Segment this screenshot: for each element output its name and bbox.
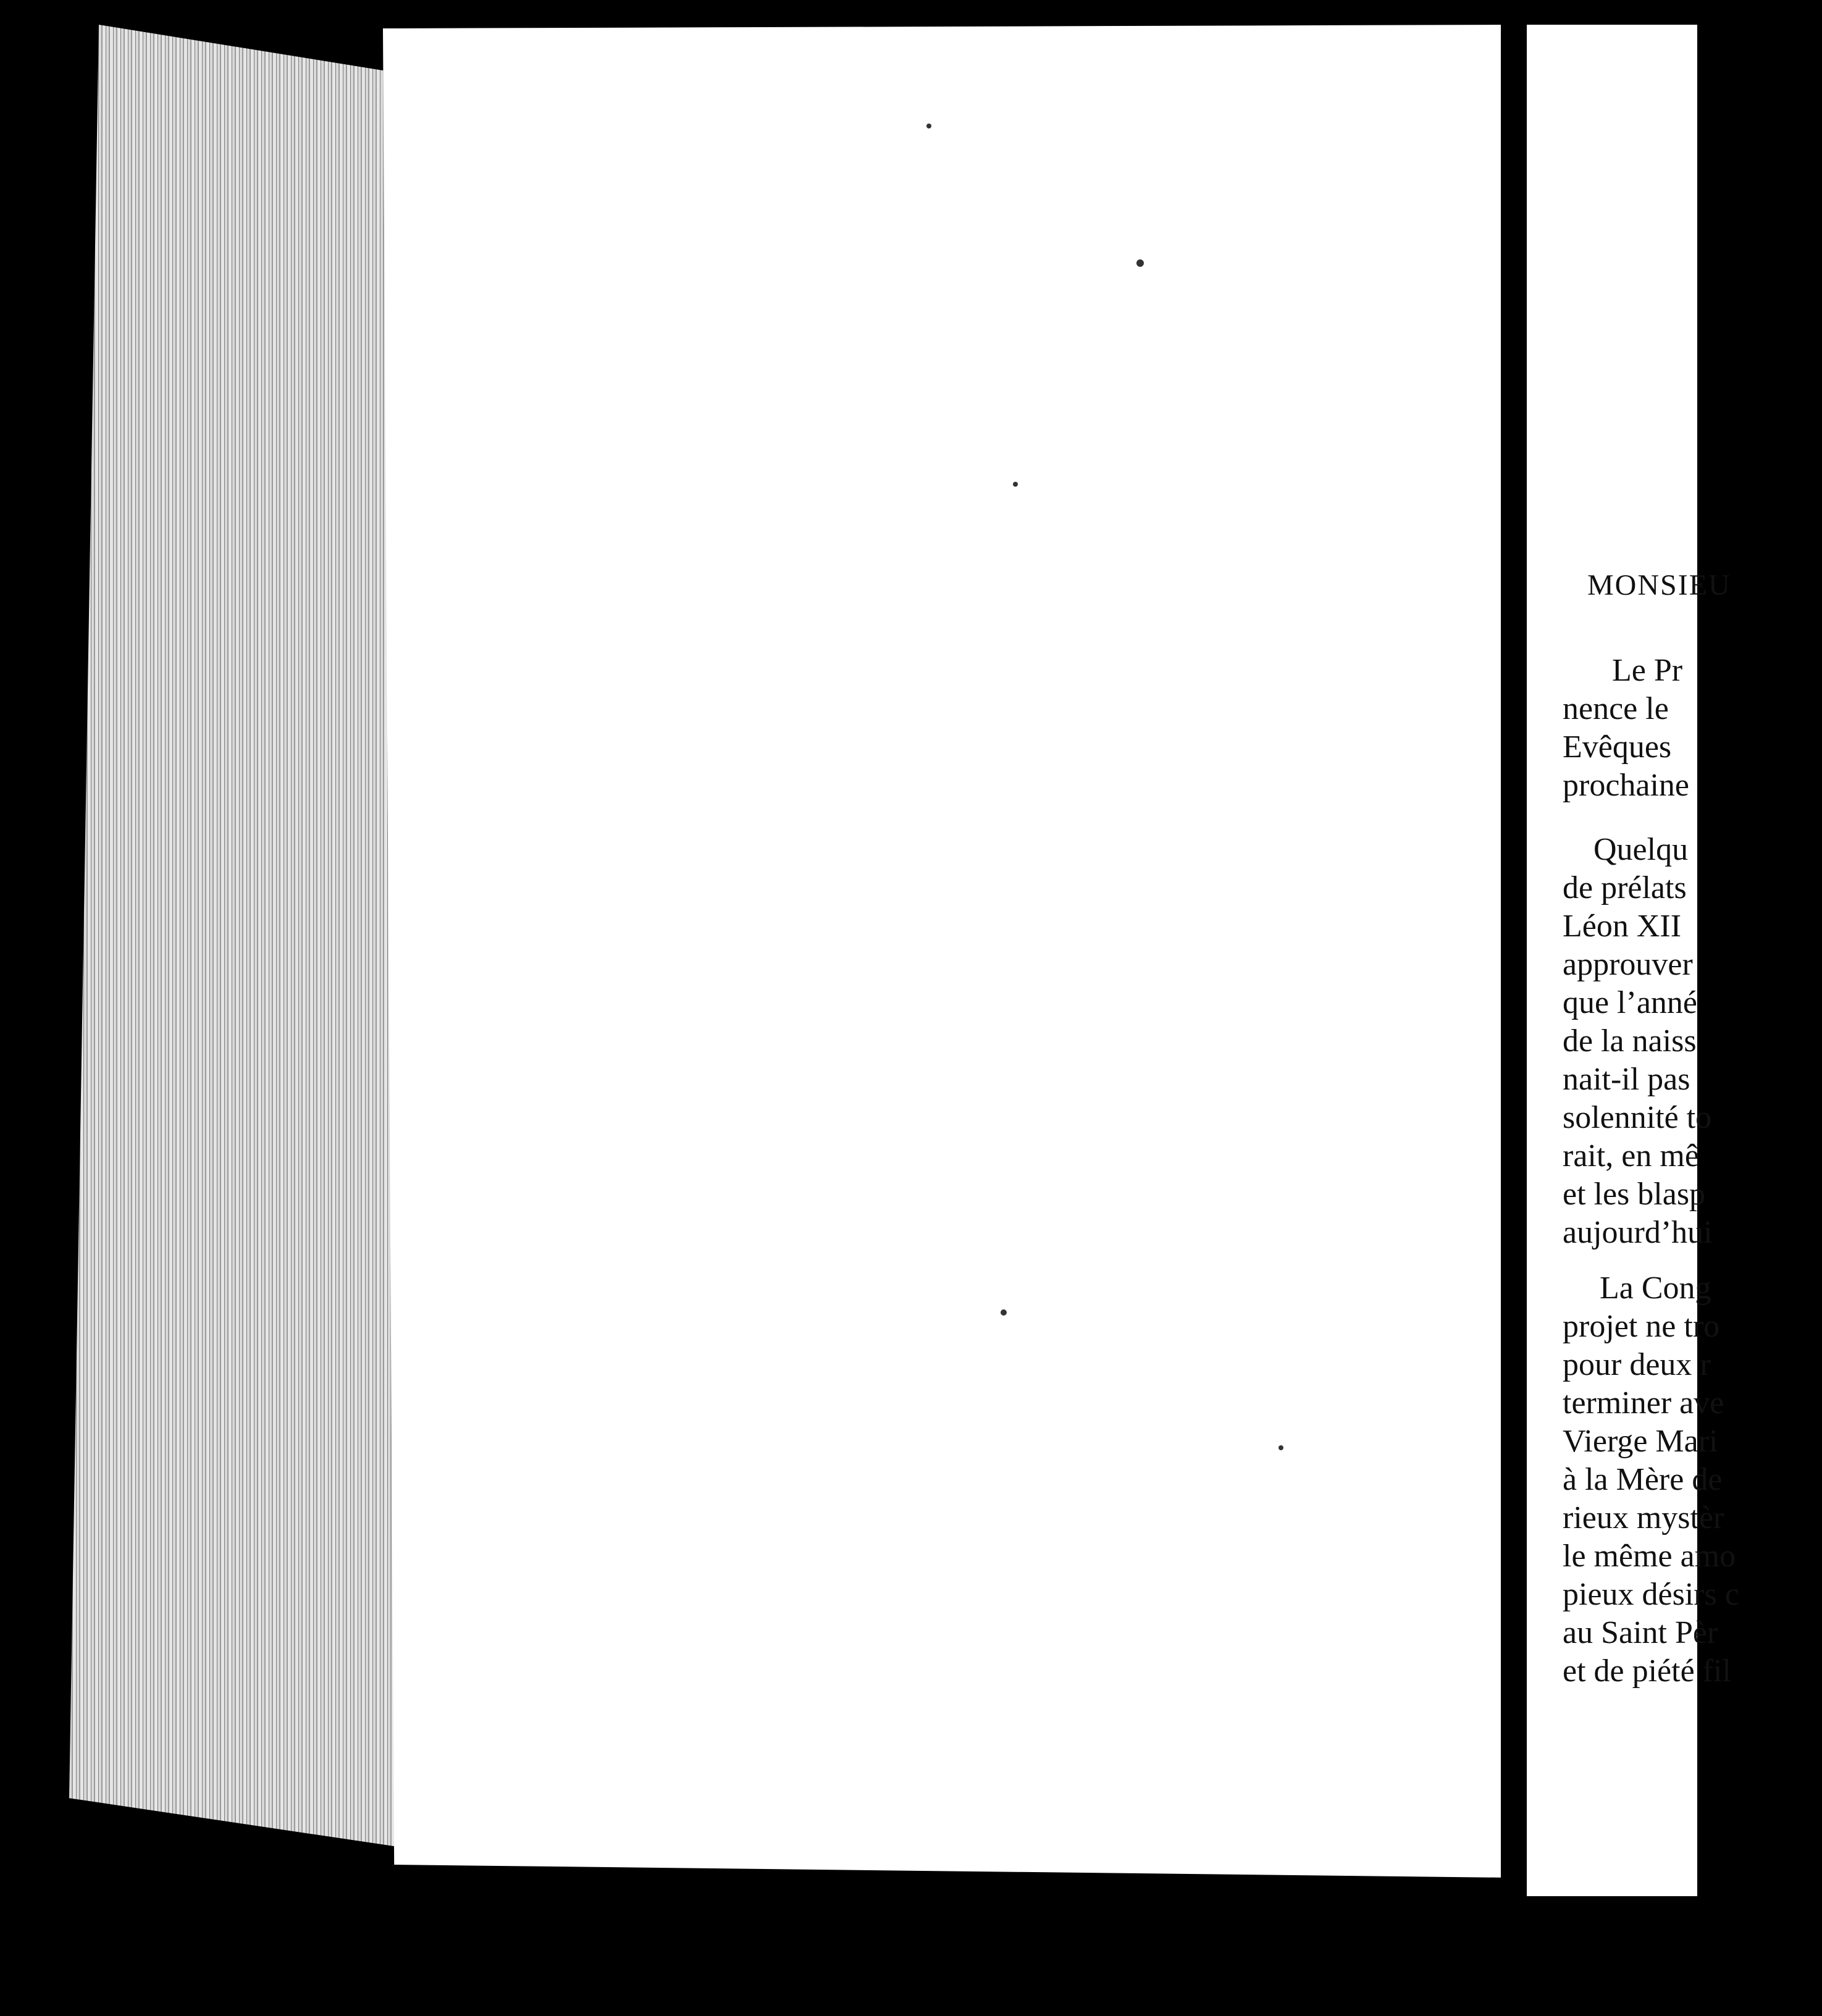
text-line: projet ne tro [1563,1309,1720,1344]
text-line: approuver [1563,947,1693,982]
ink-speck [1278,1445,1283,1450]
ink-speck [1001,1309,1007,1316]
text-line: au Saint Pèr [1563,1615,1718,1650]
paragraph-3 [1563,1269,1822,1690]
ink-speck [926,124,931,128]
text-line: le même amo [1563,1539,1736,1574]
text-line: Le Pr [1612,653,1683,688]
page-edges [69,25,440,1853]
text-line: La Cong [1600,1270,1711,1306]
text-line: Léon XII [1563,909,1682,944]
text-line: solennité to [1563,1100,1712,1135]
text-line: nence le [1563,691,1669,726]
text-line: à la Mère de [1563,1462,1723,1497]
text-line: que l’anné [1563,985,1698,1020]
text-line: rieux mystèr [1563,1500,1724,1535]
text-line: pour deux r [1563,1347,1711,1382]
text-line: de la naiss [1563,1023,1697,1059]
text-line: nait-il pas [1563,1062,1690,1097]
text-line: de prélats [1563,870,1687,905]
paragraph-2 [1563,831,1822,1252]
text-line: aujourd’hui [1563,1215,1713,1250]
text-line: prochaine [1563,768,1690,803]
ink-speck [1136,259,1144,267]
text-line: et de piété fil [1563,1653,1731,1689]
text-line: rait, en mê [1563,1138,1699,1174]
text-line: Evêques [1563,729,1672,765]
text-line: pieux désirs c [1563,1577,1739,1612]
book-gutter [1501,19,1529,1902]
text-line: Quelqu [1593,832,1689,867]
paragraph-1 [1563,652,1822,805]
page-heading: MONSIEU [1587,569,1731,602]
ink-speck [1013,482,1018,487]
text-line: et les blasp [1563,1177,1706,1212]
left-blank-page [383,25,1507,1878]
text-line: terminer ave [1563,1385,1724,1421]
text-line: Vierge Mari [1563,1424,1718,1459]
